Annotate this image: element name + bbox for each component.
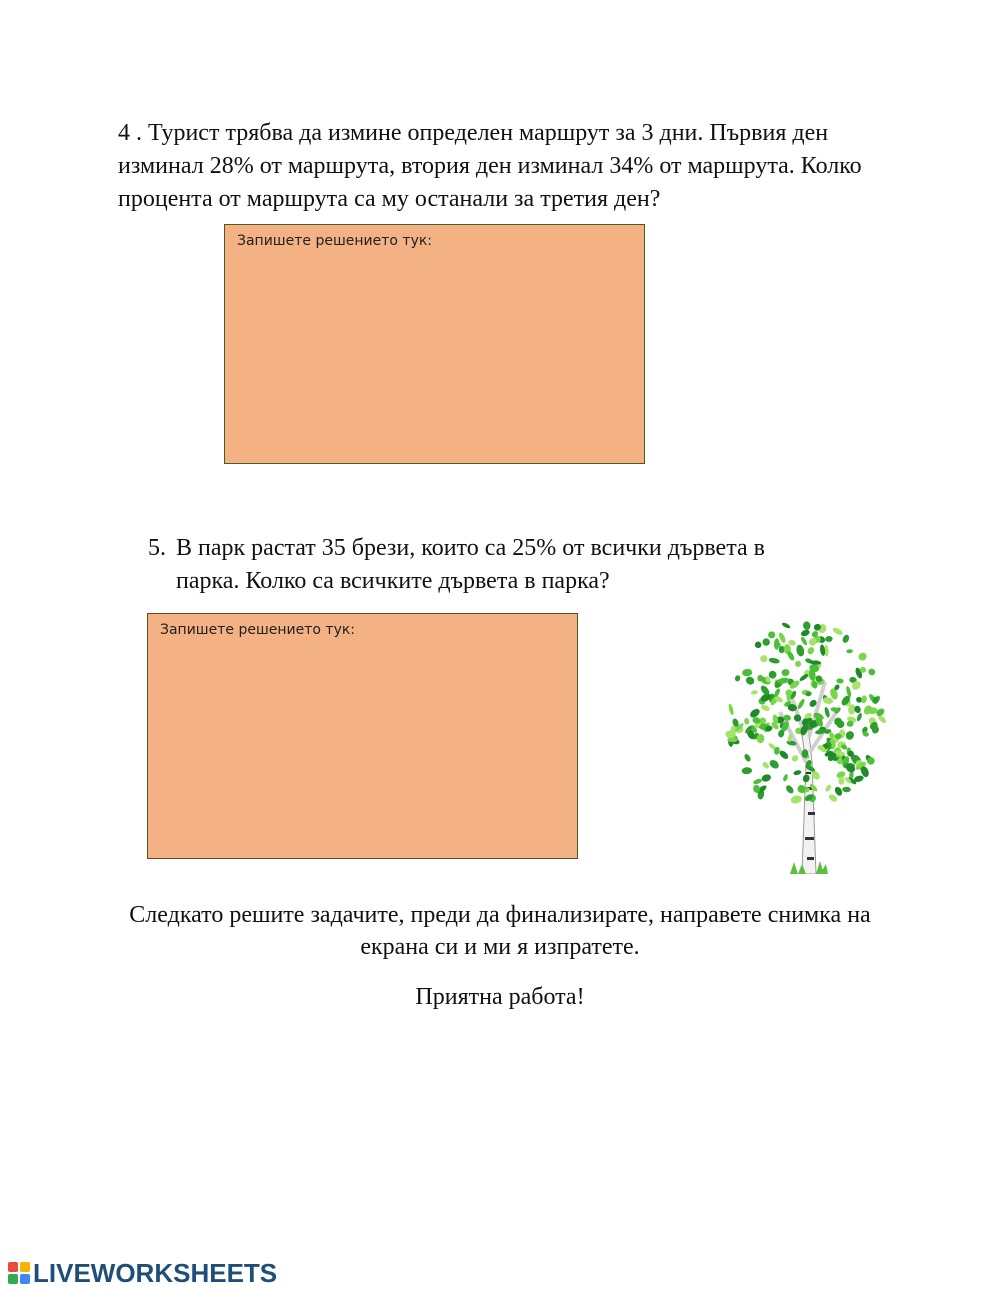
tree-leaf	[768, 657, 780, 664]
tree-leaf	[828, 793, 839, 803]
tree-leaf	[797, 698, 806, 710]
tree-leaf	[728, 703, 735, 715]
liveworksheets-logo	[8, 1258, 277, 1288]
closing-wish: Приятна работа!	[415, 984, 585, 1010]
tree-leaf	[802, 621, 811, 631]
question-5-text	[148, 532, 848, 598]
tree-leaf	[761, 637, 771, 647]
answer-box-question-5[interactable]	[147, 613, 578, 859]
question-5-number: 5.	[148, 535, 166, 561]
tree-leaf	[841, 634, 850, 644]
liveworksheets-mark-icon	[8, 1262, 30, 1284]
tree-leaf	[800, 629, 811, 638]
tree-leaf	[741, 767, 752, 775]
tree-leaf	[781, 622, 791, 630]
tree-leaf	[861, 695, 868, 704]
tree-leaf	[743, 753, 752, 763]
tree-foliage	[725, 621, 887, 805]
tree-leaf	[856, 712, 863, 722]
tree-leaf	[744, 718, 750, 725]
tree-leaf	[825, 636, 833, 642]
tree-leaf	[742, 668, 753, 676]
tree-leaf	[846, 649, 853, 653]
tree-leaf	[782, 774, 789, 782]
tree-leaf	[781, 668, 790, 676]
tree-leaf	[727, 738, 737, 742]
birch-tree-image	[720, 612, 890, 874]
tree-leaf	[734, 674, 741, 682]
tree-trunk	[780, 682, 840, 874]
tree-leaf	[800, 636, 808, 646]
tree-leaf	[845, 686, 852, 698]
tree-leaf	[844, 730, 855, 742]
tree-leaf	[867, 667, 877, 677]
tree-leaf	[751, 690, 759, 695]
tree-leaf	[760, 704, 770, 713]
tree-leaf	[790, 754, 799, 763]
tree-leaf	[824, 706, 831, 718]
tree-leaf	[785, 784, 796, 795]
tree-leaf	[832, 626, 844, 636]
tree-leaf	[754, 640, 763, 649]
tree-leaf	[768, 758, 780, 770]
tree-leaf	[806, 646, 815, 656]
tree-leaf	[761, 761, 770, 770]
tree-leaf	[795, 660, 802, 667]
tree-leaf	[790, 794, 803, 804]
tree-leaf	[833, 786, 843, 797]
tree-leaf	[744, 675, 755, 686]
tree-leaf	[824, 784, 832, 793]
tree-leaf	[795, 644, 805, 657]
question-5-line-2: парка. Колко са всичките дървета в парка?	[176, 568, 610, 594]
tree-leaf	[761, 773, 772, 782]
tree-leaf	[836, 678, 844, 684]
tree-leaf	[857, 651, 868, 662]
tree-leaf	[768, 631, 776, 638]
question-5-line-1: В парк растат 35 брези, които са 25% от всички дървета в	[176, 535, 765, 561]
closing-instruction: Следкато решите задачите, преди да финализирате, направете снимка на екрана си и ми я изпратете.	[129, 902, 871, 960]
question-4-text: 4 . Турист трябва да измине определен маршрут за 3 дни. Първия ден изминал 28% от маршрута, втория ден изминал 34% от маршрута. Колко процента от маршрута са му останали за третия ден?	[118, 120, 862, 212]
tree-leaf	[774, 638, 780, 650]
tree-leaf	[793, 769, 802, 776]
tree-leaf	[842, 787, 851, 793]
tree-leaf	[759, 654, 769, 664]
tree-leaf	[753, 778, 763, 785]
brand-name: LIVEWORKSHEETS	[33, 1257, 278, 1288]
answer-box-question-4[interactable]	[224, 224, 645, 464]
tree-leaf	[778, 749, 790, 760]
